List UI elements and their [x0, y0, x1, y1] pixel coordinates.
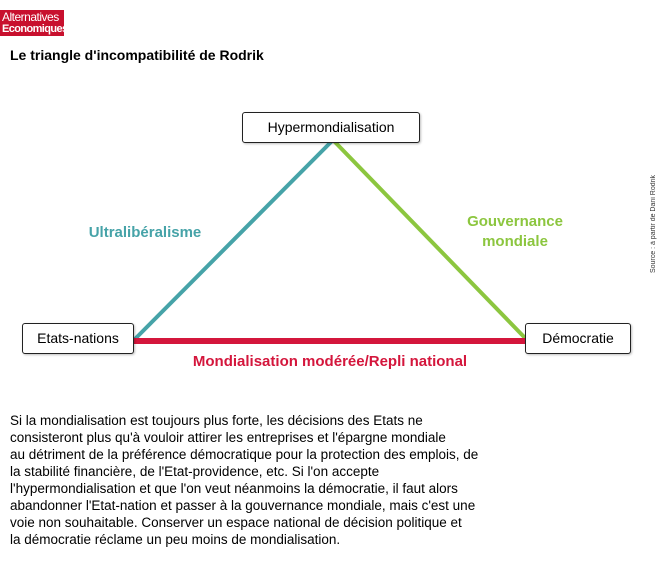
edge-label-gouvernance-line-2: mondiale — [482, 233, 548, 250]
body-line: Si la mondialisation est toujours plus forte, les décisions des Etats ne — [10, 413, 423, 428]
source-note: Source : à partir de Dani Rodrik — [650, 175, 657, 274]
edge-label-gouvernance-mondiale — [450, 212, 580, 252]
body-line: consisteront plus qu'à vouloir attirer les entreprises et l'épargne mondiale — [10, 430, 446, 445]
body-line: la stabilité financière, de l'Etat-providence, etc. Si l'on accepte — [10, 464, 380, 479]
body-line: au détriment de la préférence démocratique pour la protection des emplois, de — [10, 447, 479, 462]
logo-line-2: Economiques — [2, 23, 68, 35]
edge-label-mondialisation-moderee: Mondialisation modérée/Repli national — [192, 353, 468, 370]
explanation-text — [10, 412, 530, 548]
node-hypermondialisation: Hypermondialisation — [242, 112, 420, 143]
body-line: abandonner l'Etat-nation et passer à la gouvernance mondiale, mais c'est une — [10, 498, 476, 513]
edge-label-ultraliberalisme: Ultralibéralisme — [88, 224, 202, 241]
body-line: l'hypermondialisation et que l'on veut néanmoins la démocratie, il faut alors — [10, 481, 458, 496]
logo-line-1: Alternatives — [2, 10, 59, 24]
node-democratie: Démocratie — [525, 323, 631, 354]
page-title: Le triangle d'incompatibilité de Rodrik — [10, 47, 264, 63]
edge-label-gouvernance-line-1: Gouvernance — [467, 213, 563, 230]
body-line: la démocratie réclame un peu moins de mondialisation. — [10, 532, 341, 547]
node-etats-nations: Etats-nations — [22, 323, 134, 354]
body-line: voie non souhaitable. Conserver un espace national de décision politique et — [10, 515, 462, 530]
